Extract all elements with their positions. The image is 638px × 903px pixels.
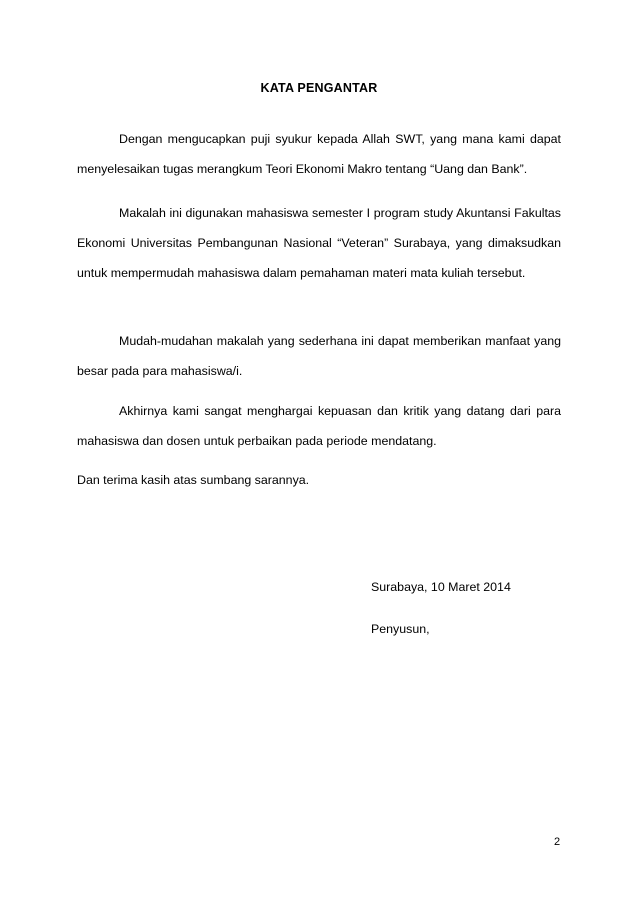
paragraph-thanks: Dan terima kasih atas sumbang sarannya. xyxy=(77,473,310,487)
place-date: Surabaya, 10 Maret 2014 xyxy=(371,580,511,594)
signature-label: Penyusun, xyxy=(371,622,430,636)
paragraph-hope: Mudah-mudahan makalah yang sederhana ini dapat memberikan manfaat yang besar pada para mahasiswa/i. xyxy=(77,334,561,378)
paragraph-closing: Akhirnya kami sangat menghargai kepuasan dan kritik yang datang dari para mahasiswa dan dosen untuk perbaikan pada periode mendatang. xyxy=(77,404,561,448)
paragraph-purpose: Makalah ini digunakan mahasiswa semester I program study Akuntansi Fakultas Ekonomi Universitas Pembangunan Nasional “Veteran” Surabaya, yang dimaksudkan untuk mempermudah mahasiswa dalam pemahaman materi mata kuliah tersebut. xyxy=(77,206,561,280)
paragraph-opening: Dengan mengucapkan puji syukur kepada Allah SWT, yang mana kami dapat menyelesaikan tugas merangkum Teori Ekonomi Makro tentang “Uang dan Bank”. xyxy=(77,132,561,176)
document-title: KATA PENGANTAR xyxy=(260,81,378,95)
page-number: 2 xyxy=(554,836,561,848)
